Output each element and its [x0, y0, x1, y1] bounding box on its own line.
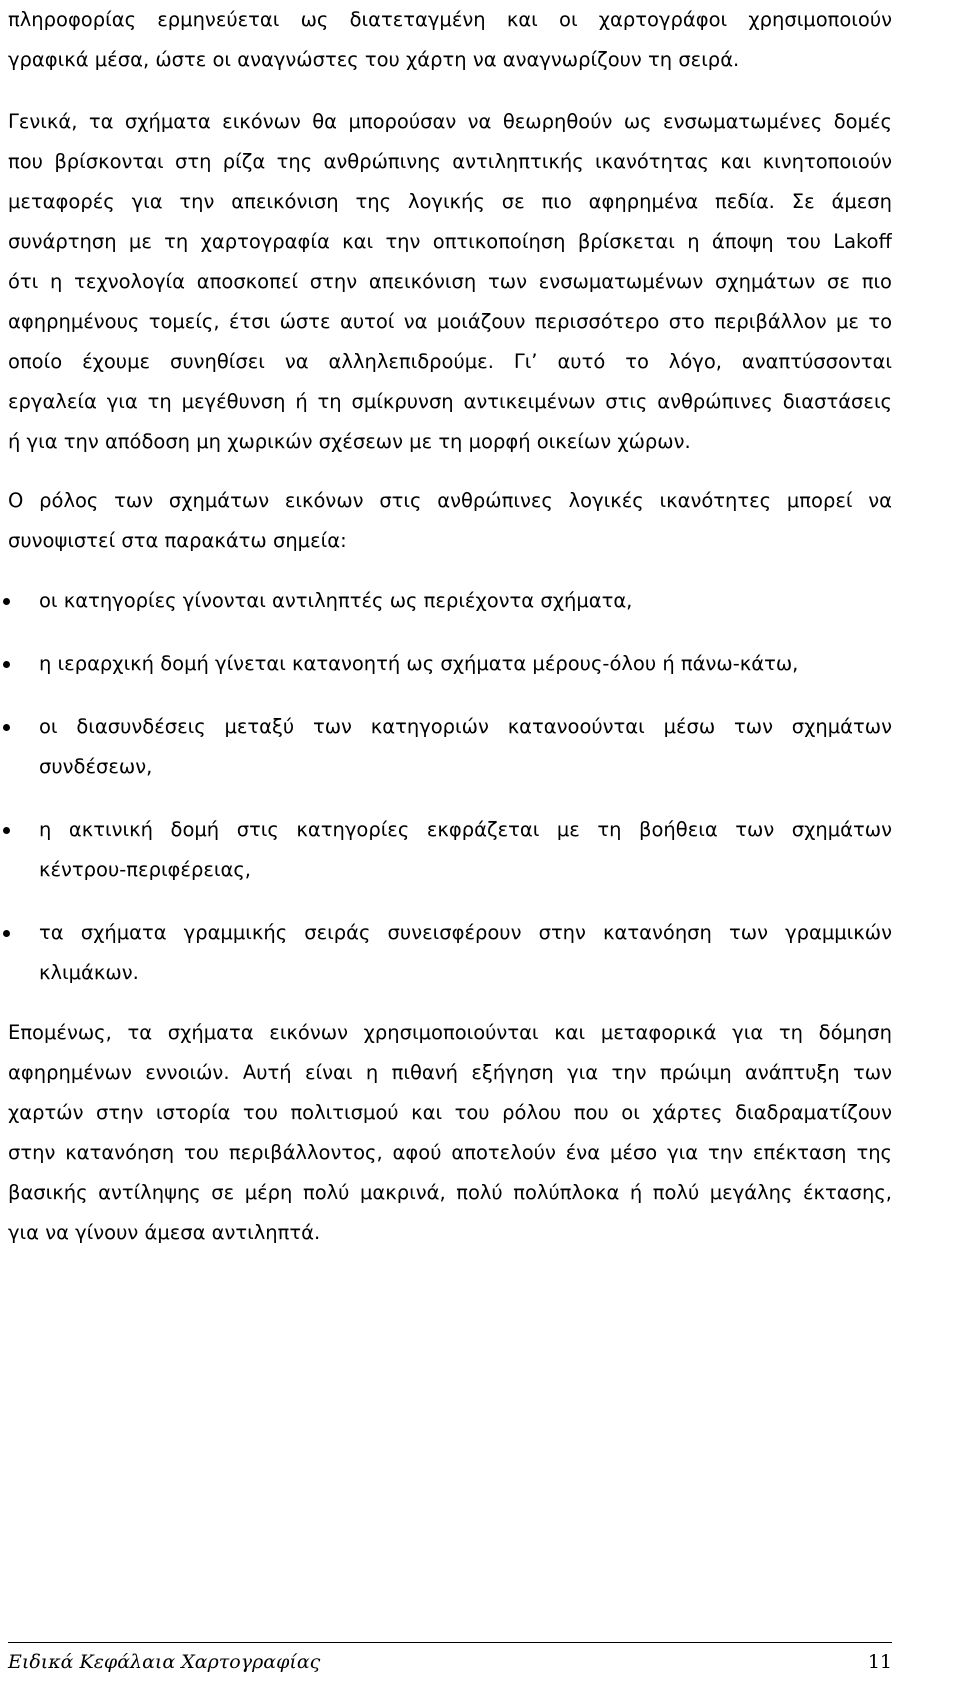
footer-divider [8, 1642, 892, 1643]
text-line: στην κατανόηση του περιβάλλοντος, αφού αποτελούν ένα μέσο για την επέκταση της [8, 1141, 892, 1164]
text-line: συνδέσεων, [39, 755, 153, 778]
page-footer [8, 1642, 892, 1682]
text-line: κέντρου-περιφέρειας, [39, 858, 251, 881]
text-line: ότι η τεχνολογία αποσκοπεί στην απεικόνιση των ενσωματωμένων σχημάτων σε πιο [8, 270, 892, 293]
text-line: πληροφορίας ερμηνεύεται ως διατεταγμένη και οι χαρτογράφοι χρησιμοποιούν [8, 8, 892, 31]
paragraph-image-schemata [8, 102, 892, 462]
text-line: οποίο έχουμε συνηθίσει να αλληλεπιδρούμε. Γι’ αυτό το λόγο, αναπτύσσονται [8, 350, 892, 373]
page-body [8, 0, 892, 1253]
text-line: κλιμάκων. [39, 961, 139, 984]
text-line: τα σχήματα γραμμικής σειράς συνεισφέρουν στην κατανόηση των γραμμικών [39, 921, 892, 944]
list-item [8, 913, 892, 993]
paragraph-role-intro [8, 481, 892, 561]
list-item [8, 581, 892, 621]
text-line: βασικής αντίληψης σε μέρη πολύ μακρινά, πολύ πολύπλοκα ή πολύ μεγάλης έκτασης, [8, 1181, 892, 1204]
list-item [8, 707, 892, 787]
text-line: γραφικά μέσα, ώστε οι αναγνώστες του χάρτη να αναγνωρίζουν τη σειρά. [8, 48, 740, 71]
text-line: μεταφορές για την απεικόνιση της λογικής σε πιο αφηρημένα πεδία. Σε άμεση [8, 190, 892, 213]
bullet-icon [3, 661, 10, 668]
text-line: Ο ρόλος των σχημάτων εικόνων στις ανθρώπινες λογικές ικανότητες μπορεί να [8, 489, 892, 512]
paragraph-conclusion [8, 1013, 892, 1253]
text-line: που βρίσκονται στη ρίζα της ανθρώπινης αντιληπτικής ικανότητας και κινητοποιούν [8, 150, 892, 173]
text-line: Γενικά, τα σχήματα εικόνων θα μπορούσαν να θεωρηθούν ως ενσωματωμένες δομές [8, 110, 892, 133]
text-line: χαρτών στην ιστορία του πολιτισμού και του ρόλου που οι χάρτες διαδραματίζουν [8, 1101, 892, 1124]
paragraph-continuation [8, 0, 892, 80]
text-line: ή για την απόδοση μη χωρικών σχέσεων με τη μορφή οικείων χώρων. [8, 430, 691, 453]
text-line: για να γίνουν άμεσα αντιληπτά. [8, 1221, 321, 1244]
footer-title: Ειδικά Κεφάλαια Χαρτογραφίας [8, 1651, 321, 1673]
text-line: συνοψιστεί στα παρακάτω σημεία: [8, 529, 347, 552]
bullet-icon [3, 930, 10, 937]
text-line: συνάρτηση με τη χαρτογραφία και την οπτικοποίηση βρίσκεται η άποψη του Lakoff [8, 230, 892, 253]
text-line: οι κατηγορίες γίνονται αντιληπτές ως περιέχοντα σχήματα, [39, 589, 633, 612]
list-item [8, 644, 892, 684]
bullet-icon [3, 827, 10, 834]
page-number: 11 [867, 1651, 892, 1673]
list-item [8, 810, 892, 890]
text-line: Επομένως, τα σχήματα εικόνων χρησιμοποιούνται και μεταφορικά για τη δόμηση [8, 1021, 892, 1044]
text-line: η ιεραρχική δομή γίνεται κατανοητή ως σχήματα μέρους-όλου ή πάνω-κάτω, [39, 652, 799, 675]
text-line: αφηρημένων εννοιών. Αυτή είναι η πιθανή εξήγηση για την πρώιμη ανάπτυξη των [8, 1061, 892, 1084]
bullet-icon [3, 598, 10, 605]
bullet-list [8, 581, 892, 993]
text-line: εργαλεία για τη μεγέθυνση ή τη σμίκρυνση αντικειμένων στις ανθρώπινες διαστάσεις [8, 390, 892, 413]
bullet-icon [3, 724, 10, 731]
text-line: η ακτινική δομή στις κατηγορίες εκφράζεται με τη βοήθεια των σχημάτων [39, 818, 892, 841]
text-line: αφηρημένους τομείς, έτσι ώστε αυτοί να μοιάζουν περισσότερο στο περιβάλλον με το [8, 310, 892, 333]
text-line: οι διασυνδέσεις μεταξύ των κατηγοριών κατανοούνται μέσω των σχημάτων [39, 715, 892, 738]
